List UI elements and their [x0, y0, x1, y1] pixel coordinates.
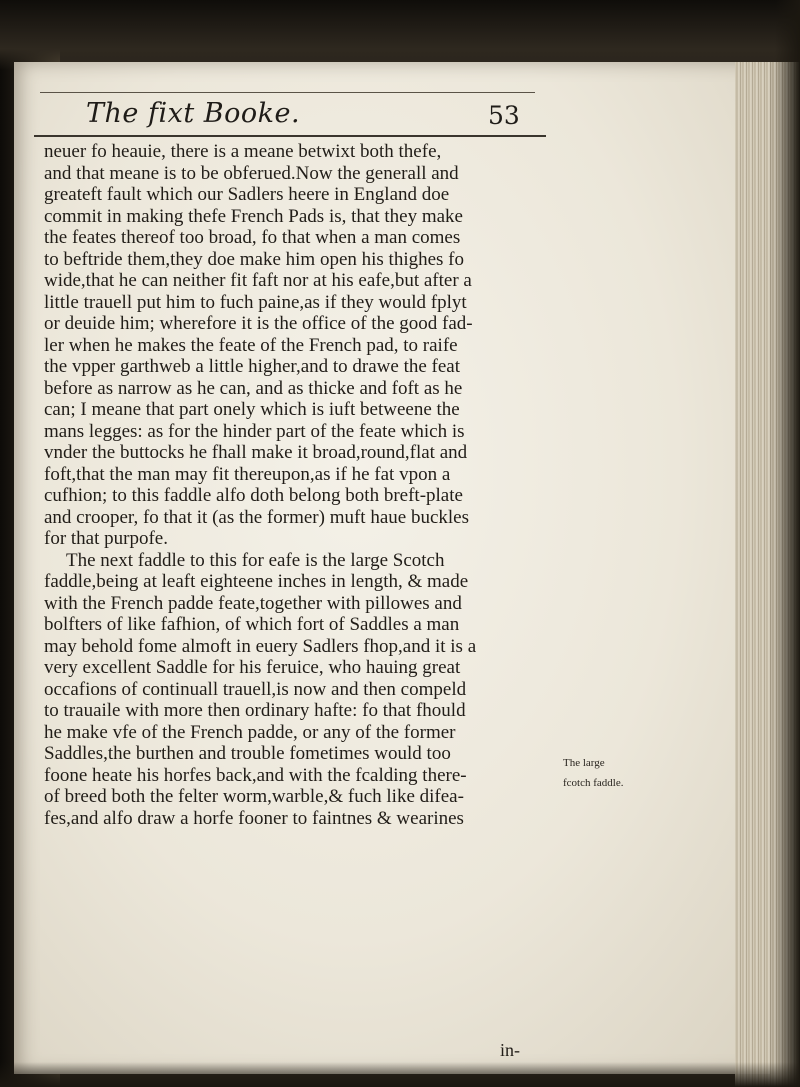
text-line: and crooper, fo that it (as the former) muft haue buckles — [44, 506, 469, 528]
text-line: neuer fo heauie, there is a meane betwixt both thefe, — [44, 141, 442, 162]
text-line: mans legges: as for the hinder part of the feate which is — [44, 420, 465, 442]
text-line: greateft fault which our Sadlers heere in England doe — [44, 184, 450, 205]
text-line: commit in making thefe French Pads is, that they make — [44, 205, 463, 227]
text-line: or deuide him; wherefore it is the office of the good fad- — [44, 313, 473, 334]
text-line: may behold fome almoft in euery Sadlers fhop,and it is a — [44, 635, 477, 657]
text-line: foft,that the man may fit thereupon,as if he fat vpon a — [44, 463, 451, 485]
text-line: for that purpofe. — [44, 528, 168, 549]
text-line: can; I meane that part onely which is iuft betweene the — [44, 399, 460, 420]
text-line: the vpper garthweb a little higher,and to drawe the feat — [44, 356, 461, 377]
bottom-shadow — [0, 1062, 800, 1087]
text-line: to trauaile with more then ordinary hafte: fo that fhould — [44, 700, 466, 721]
text-line: The next faddle to this for eafe is the large Scotch — [66, 549, 445, 571]
page-number: 53 — [488, 101, 520, 130]
right-shadow — [775, 0, 800, 1087]
body-text — [44, 141, 564, 829]
text-line: of breed both the felter worm,warble,& fuch like difea- — [44, 786, 464, 807]
margin-note — [563, 753, 633, 793]
header-rule-bottom — [34, 135, 546, 137]
text-line: faddle,being at leaft eighteene inches in length, & made — [44, 571, 469, 592]
running-title: The fixt Booke. — [86, 98, 301, 129]
margin-note-line: The large — [563, 757, 605, 769]
text-line: little trauell put him to fuch paine,as if they would fplyt — [44, 291, 467, 313]
text-line: and that meane is to be obferued.Now the generall and — [44, 162, 459, 184]
text-line: with the French padde feate,together with pillowes and — [44, 592, 462, 614]
text-line: the feates thereof too broad, fo that when a man comes — [44, 227, 461, 248]
text-line: cufhion; to this faddle alfo doth belong both breft-plate — [44, 485, 463, 506]
text-line: Saddles,the burthen and trouble fometimes would too — [44, 743, 451, 764]
text-line: occafions of continuall trauell,is now and then compeld — [44, 678, 467, 700]
text-line: he make vfe of the French padde, or any of the former — [44, 721, 456, 743]
top-shadow — [0, 0, 800, 70]
header-rule-top — [40, 92, 535, 93]
text-line: very excellent Saddle for his feruice, who hauing great — [44, 657, 461, 678]
text-line: fes,and alfo draw a horfe fooner to faintnes & wearines — [44, 807, 464, 829]
text-line: vnder the buttocks he fhall make it broad,round,flat and — [44, 442, 468, 463]
text-line: foone heate his horfes back,and with the fcalding there- — [44, 764, 467, 786]
text-line: before as narrow as he can, and as thicke and foft as he — [44, 377, 463, 399]
text-line: ler when he makes the feate of the French pad, to raife — [44, 334, 458, 356]
margin-note-line: fcotch faddle. — [563, 777, 624, 789]
text-line: wide,that he can neither fit faft nor at his eafe,but after a — [44, 270, 472, 291]
catchword: in- — [500, 1040, 520, 1060]
text-line: bolfters of like fafhion, of which fort of Saddles a man — [44, 614, 460, 635]
text-line: to beftride them,they doe make him open his thighes fo — [44, 248, 465, 270]
